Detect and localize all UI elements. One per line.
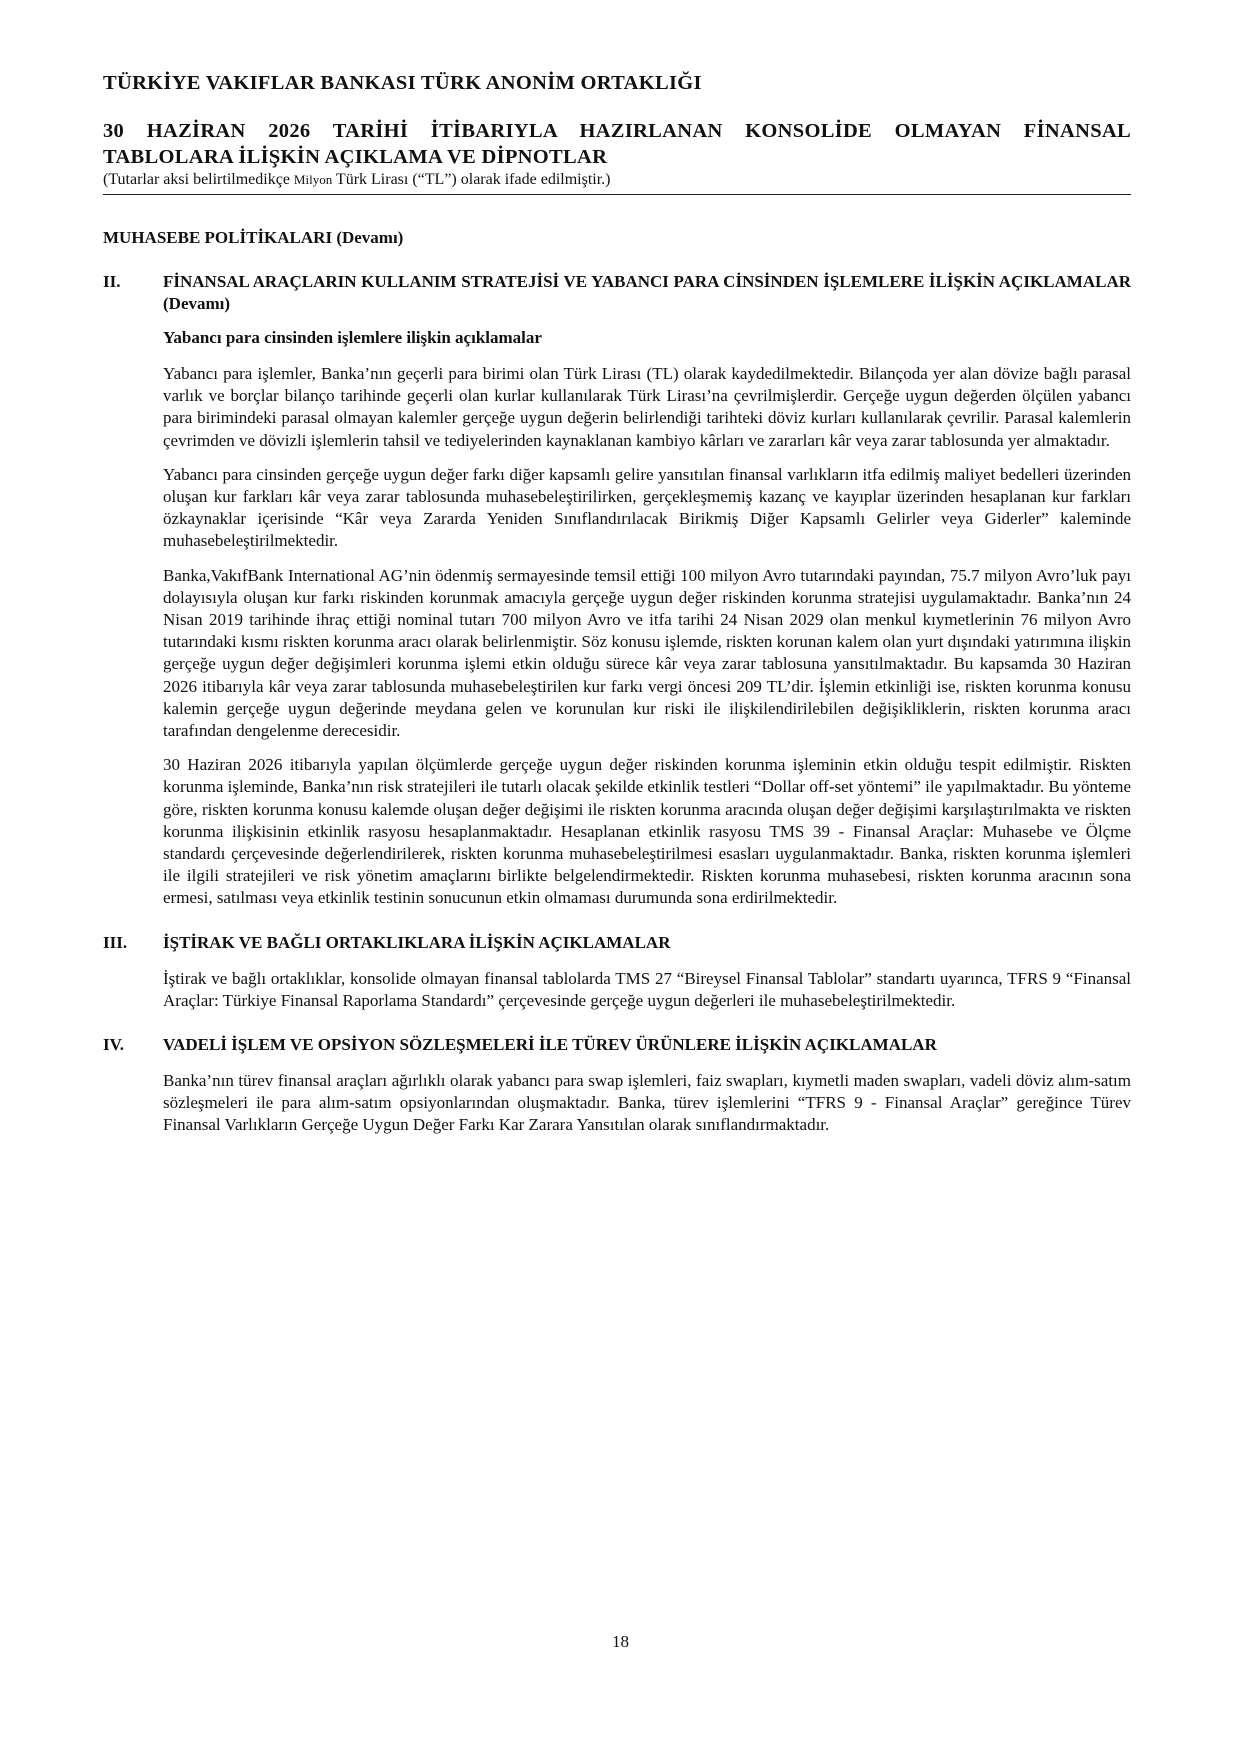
section-title: FİNANSAL ARAÇLARIN KULLANIM STRATEJİSİ VE YABANCI PARA CİNSİNDEN İŞLEMLERE İLİŞKİN AÇIKLAMALAR (Devamı) — [163, 272, 1131, 313]
paragraph: Yabancı para cinsinden gerçeğe uygun değer farkı diğer kapsamlı gelire yansıtılan finansal varlıkların itfa edilmiş maliyet bedelleri üzerinden oluşan kur farkları kâr veya zarar tablosunda muhasebeleştirilirken, gerçekleşmemiş kazanç ve kayıplar üzerinden hesaplanan kur farkları özkaynaklar içerisinde “Kâr veya Zararda Yeniden Sınıflandırılacak Birikmiş Diğer Kapsamlı Gelirler veya Giderler” kaleminde muhasebeleştirilmektedir. — [163, 464, 1131, 551]
currency-note — [103, 170, 1131, 190]
section-title: VADELİ İŞLEM VE OPSİYON SÖZLEŞMELERİ İLE TÜREV ÜRÜNLERE İLİŞKİN AÇIKLAMALAR — [163, 1035, 937, 1055]
section-iv — [103, 1034, 1131, 1137]
subsection-title: Yabancı para cinsinden işlemlere ilişkin açıklamalar — [163, 328, 542, 347]
paragraph: Yabancı para işlemler, Banka’nın geçerli para birimi olan Türk Lirası (TL) olarak kaydedilmektedir. Bilançoda yer alan dövize bağlı parasal varlık ve borçlar bilanço tarihinde geçerli olan kurlar kullanılarak Türk Lirası’na çevrilmişlerdir. Gerçeğe uygun değerden ölçülen yabancı para birimindeki parasal olmayan kalemler gerçeğe uygun değerin belirlendiği tarihteki döviz kurları kullanılarak çevrilir. Parasal kalemlerin çevrimden ve dövizli işlemlerin tahsil ve tediyelerinden kaynaklanan kambiyo kârları ve zararları kâr veya zarar tablosunda yer almaktadır. — [163, 364, 1131, 450]
section-body — [163, 932, 1131, 1012]
paragraph: Banka’nın türev finansal araçları ağırlıklı olarak yabancı para swap işlemleri, faiz swapları, kıymetli maden swapları, vadeli döviz alım-satım sözleşmeleri ile para alım-satım opsiyonlarından oluşmaktadır. Banka, türev işlemlerini “TFRS 9 - Finansal Araçlar” gereğince Türev Finansal Varlıkların Gerçeğe Uygun Değer Farkı Kar Zarara Yansıtılan olarak sınıflandırmaktadır. — [163, 1071, 1131, 1135]
paragraph: İştirak ve bağlı ortaklıklar, konsolide olmayan finansal tablolarda TMS 27 “Bireysel Finansal Tablolar” standartı uyarınca, TFRS 9 “Finansal Araçlar: Türkiye Finansal Raporlama Standardı” çerçevesinde gerçeğe uygun değerleri ile muhasebeleştirilmektedir. — [163, 968, 1131, 1010]
currency-note-unit: Milyon — [293, 172, 333, 187]
company-name: TÜRKİYE VAKIFLAR BANKASI TÜRK ANONİM ORTAKLIĞI — [103, 72, 702, 94]
section-title: İŞTİRAK VE BAĞLI ORTAKLIKLARA İLİŞKİN AÇIKLAMALAR — [163, 932, 671, 952]
section-iii — [103, 932, 1131, 1012]
section-ii — [103, 271, 1131, 910]
currency-note-part1: (Tutarlar aksi belirtilmedikçe — [103, 171, 294, 188]
report-title-line1: 30 HAZİRAN 2026 TARİHİ İTİBARIYLA HAZIRLANAN KONSOLİDE OLMAYAN FİNANSAL — [103, 120, 1131, 142]
paragraph: 30 Haziran 2026 itibarıyla yapılan ölçümlerde gerçeğe uygun değer riskinden korunma işleminin etkin olduğu tespit edilmiştir. Riskten korunma işleminde, Banka’nın risk stratejileri ile tutarlı olacak şekilde etkinlik testleri “Dollar off-set yöntemi” ile yapılmaktadır. Bu yönteme göre, riskten korunma konusu kalemde oluşan değer değişimi ile riskten korunma aracında oluşan değer değişimi karşılaştırılmakta ve riskten korunma ilişkisinin etkinlik rasyosu hesaplanmaktadır. Hesaplanan etkinlik rasyosu TMS 39 - Finansal Araçlar: Muhasebe ve Ölçme standardı çerçevesinde değerlendirilerek, riskten korunma muhasebeleştirilmesi esasları uygulanmaktadır. Banka, riskten korunma işlemleri ile ilgili stratejileri ve risk yönetim amaçlarını birlikte belgelendirmektedir. Riskten korunma muhasebesi, riskten korunma aracının sona ermesi, satılması veya etkinlik testinin sonucunun etkin olmaması durumunda sona erdirilmektedir. — [163, 755, 1131, 908]
section-body — [163, 1034, 1131, 1137]
currency-note-part2: Türk Lirası (“TL”) olarak ifade edilmiştir.) — [332, 171, 611, 188]
section-number: II. — [103, 272, 121, 291]
section-body — [163, 271, 1131, 910]
chapter-title: MUHASEBE POLİTİKALARI (Devamı) — [103, 228, 404, 247]
header-divider — [103, 194, 1131, 195]
page-number: 18 — [612, 1632, 629, 1651]
section-number: III. — [103, 932, 128, 952]
paragraph: Banka,VakıfBank International AG’nin ödenmiş sermayesinde temsil ettiği 100 milyon Avro tutarındaki payından, 75.7 milyon Avro’luk payı dolayısıyla oluşan kur farkı riskinden korunmak amacıyla gerçeğe uygun değer riskinden korunma stratejisi uygulamaktadır. Banka’nın 24 Nisan 2019 tarihinde ihraç ettiği nominal tutarı 700 milyon Avro ve itfa tarihi 24 Nisan 2029 olan menkul kıymetlerinin 76 milyon Avro tutarındaki kısmı riskten korunma aracı olarak belirlenmiştir. Söz konusu işlemde, riskten korunan kalem olan yurt dışındaki yatırımına ilişkin gerçeğe uygun değer değişimleri korunma işlemi etkin olduğu sürece kâr veya zarar tablosuna yansıtılmaktadır. Bu kapsamda 30 Haziran 2026 itibarıyla kâr veya zarar tablosunda muhasebeleştirilen kur farkı vergi öncesi 209 TL’dir. İşlemin etkinliği ise, riskten korunma konusu kalemin gerçeğe uygun değerinde meydana gelen ve korunulan kur riski ile ilişkilendirilebilen değişikliklerin, riskten korunma aracı tarafından dengelenme derecesidir. — [163, 565, 1131, 741]
document-page — [103, 70, 1131, 1137]
section-number: IV. — [103, 1035, 124, 1055]
report-title-line2: TABLOLARA İLİŞKİN AÇIKLAMA VE DİPNOTLAR — [103, 146, 608, 168]
